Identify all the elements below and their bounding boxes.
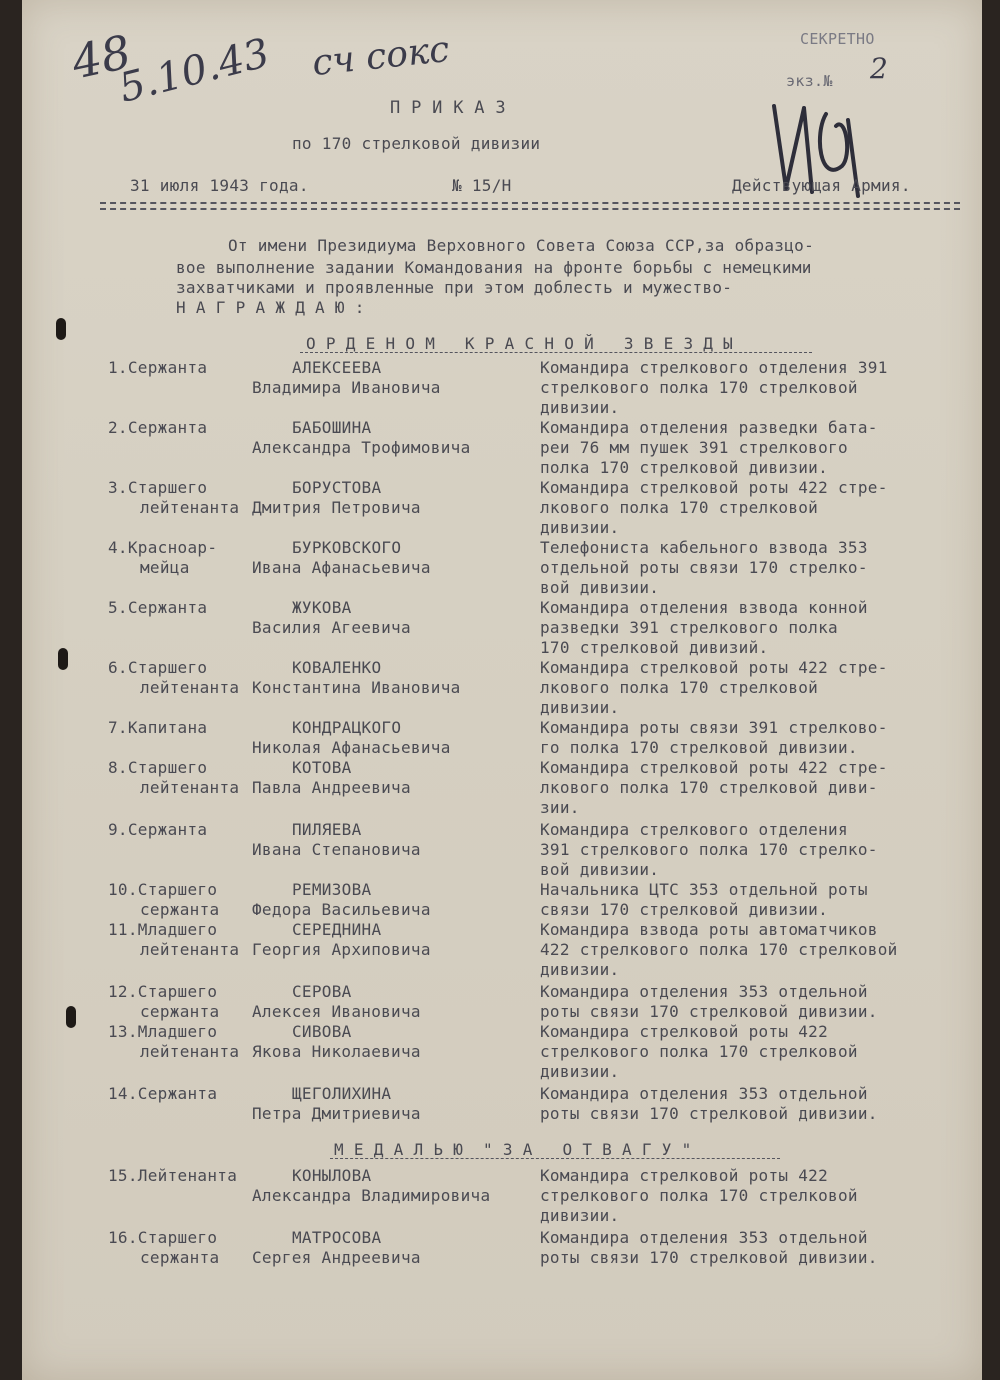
entry-name: Федора Васильевича xyxy=(252,900,431,919)
entry-rank-cont: лейтенанта xyxy=(140,678,240,697)
entry-name: Александра Трофимовича xyxy=(252,438,471,457)
handwritten-date: 5.10.43 xyxy=(114,30,274,112)
preamble-line: вое выполнение задании Командования на фронте борьбы с немецкими xyxy=(176,258,812,277)
entry-surname: КОВАЛЕНКО xyxy=(292,658,382,677)
entry-position: го полка 170 стрелковой дивизии. xyxy=(540,738,858,757)
entry-position: 422 стрелкового полка 170 стрелковой xyxy=(540,940,898,959)
entry-position: полка 170 стрелковой дивизии. xyxy=(540,458,829,477)
entry-surname: ПИЛЯЕВА xyxy=(292,820,362,839)
punch-hole xyxy=(56,318,66,340)
entry-position: реи 76 мм пушек 391 стрелкового xyxy=(540,438,848,457)
secret-stamp-copy: экз.№ xyxy=(786,72,833,90)
entry-surname: КОНДРАЦКОГО xyxy=(292,718,402,737)
entry-name: Владимира Ивановича xyxy=(252,378,441,397)
order-subtitle: по 170 стрелковой дивизии xyxy=(292,134,541,153)
entry-position: Командира роты связи 391 стрелково- xyxy=(540,718,888,737)
entry-rank: 6.Старшего xyxy=(108,658,208,677)
preamble-line: захватчиками и проявленные при этом доблесть и мужество- xyxy=(176,278,733,297)
entry-name: Якова Николаевича xyxy=(252,1042,421,1061)
entry-name: Александра Владимировича xyxy=(252,1186,491,1205)
entry-rank: 16.Старшего xyxy=(108,1228,218,1247)
section-underline xyxy=(300,352,812,353)
entry-rank: 14.Сержанта xyxy=(108,1084,218,1103)
section-heading-red-star: О Р Д Е Н О М К Р А С Н О Й З В Е З Д Ы xyxy=(306,334,734,353)
preamble-line: От имени Президиума Верховного Совета Союза ССР,за образцо- xyxy=(228,236,815,255)
entry-name: Ивана Степановича xyxy=(252,840,421,859)
entry-surname: СЕРЕДНИНА xyxy=(292,920,382,939)
order-place: Действующая Армия. xyxy=(732,176,911,195)
entry-position: лкового полка 170 стрелковой xyxy=(540,678,819,697)
entry-position: отдельной роты связи 170 стрелко- xyxy=(540,558,868,577)
entry-rank: 15.Лейтенанта xyxy=(108,1166,238,1185)
divider xyxy=(100,202,960,204)
entry-name: Сергея Андреевича xyxy=(252,1248,421,1267)
entry-position: связи 170 стрелковой дивизии. xyxy=(540,900,829,919)
secret-stamp-label: СЕКРЕТНО xyxy=(800,30,875,48)
entry-position: Командира стрелковой роты 422 стре- xyxy=(540,758,888,777)
entry-position: Начальника ЦТС 353 отдельной роты xyxy=(540,880,868,899)
entry-surname: КОНЫЛОВА xyxy=(292,1166,372,1185)
entry-rank: 2.Сержанта xyxy=(108,418,208,437)
entry-position: дивизии. xyxy=(540,1062,620,1081)
entry-position: роты связи 170 стрелковой дивизии. xyxy=(540,1104,878,1123)
entry-position: Командира стрелкового отделения 391 xyxy=(540,358,888,377)
punch-hole xyxy=(58,648,68,670)
entry-surname: КОТОВА xyxy=(292,758,352,777)
entry-rank: 7.Капитана xyxy=(108,718,208,737)
handwritten-number: 48 xyxy=(67,24,136,90)
entry-surname: БОРУСТОВА xyxy=(292,478,382,497)
entry-surname: ЖУКОВА xyxy=(292,598,352,617)
entry-position: разведки 391 стрелкового полка xyxy=(540,618,838,637)
handwritten-copy-number: 2 xyxy=(870,52,888,85)
entry-position: вой дивизии. xyxy=(540,578,660,597)
entry-position: дивизии. xyxy=(540,960,620,979)
entry-position: Командира отделения 353 отдельной xyxy=(540,982,868,1001)
entry-position: Командира отделения взвода конной xyxy=(540,598,868,617)
entry-name: Дмитрия Петровича xyxy=(252,498,421,517)
entry-rank-cont: сержанта xyxy=(140,1002,220,1021)
entry-position: Командира взвода роты автоматчиков xyxy=(540,920,878,939)
entry-surname: СИВОВА xyxy=(292,1022,352,1041)
order-number: № 15/Н xyxy=(452,176,512,195)
entry-rank: 3.Старшего xyxy=(108,478,208,497)
entry-rank: 10.Старшего xyxy=(108,880,218,899)
entry-position: 170 стрелковой дивизий. xyxy=(540,638,769,657)
entry-name: Алексея Ивановича xyxy=(252,1002,421,1021)
divider xyxy=(100,208,960,210)
entry-rank: 1.Сержанта xyxy=(108,358,208,377)
entry-position: лкового полка 170 стрелковой xyxy=(540,498,819,517)
entry-surname: ЩЕГОЛИХИНА xyxy=(292,1084,392,1103)
entry-rank-cont: лейтенанта xyxy=(140,940,240,959)
entry-surname: МАТРОСОВА xyxy=(292,1228,382,1247)
entry-position: роты связи 170 стрелковой дивизии. xyxy=(540,1002,878,1021)
handwritten-top-note: сч сокс xyxy=(310,28,452,85)
entry-position: Командира стрелковой роты 422 стре- xyxy=(540,658,888,677)
entry-rank: 13.Младшего xyxy=(108,1022,218,1041)
entry-position: Командира стрелкового отделения xyxy=(540,820,848,839)
entry-position: дивизии. xyxy=(540,518,620,537)
entry-surname: СЕРОВА xyxy=(292,982,352,1001)
order-title: П Р И К А З xyxy=(390,98,506,118)
entry-position: лкового полка 170 стрелковой диви- xyxy=(540,778,878,797)
entry-position: стрелкового полка 170 стрелковой xyxy=(540,1042,858,1061)
entry-name: Георгия Архиповича xyxy=(252,940,431,959)
entry-rank: 9.Сержанта xyxy=(108,820,208,839)
entry-name: Ивана Афанасьевича xyxy=(252,558,431,577)
entry-name: Константина Ивановича xyxy=(252,678,461,697)
entry-name: Петра Дмитриевича xyxy=(252,1104,421,1123)
entry-rank: 8.Старшего xyxy=(108,758,208,777)
entry-position: 391 стрелкового полка 170 стрелко- xyxy=(540,840,878,859)
entry-position: Телефониста кабельного взвода 353 xyxy=(540,538,868,557)
entry-position: дивизии. xyxy=(540,1206,620,1225)
entry-rank-cont: лейтенанта xyxy=(140,498,240,517)
entry-rank-cont: мейца xyxy=(140,558,190,577)
entry-rank-cont: сержанта xyxy=(140,900,220,919)
entry-surname: РЕМИЗОВА xyxy=(292,880,372,899)
section-heading-bravery-medal: М Е Д А Л Ь Ю " З А О Т В А Г У " xyxy=(334,1140,692,1159)
entry-position: Командира стрелковой роты 422 xyxy=(540,1166,829,1185)
entry-position: вой дивизии. xyxy=(540,860,660,879)
entry-position: зии. xyxy=(540,798,580,817)
order-date: 31 июля 1943 года. xyxy=(130,176,309,195)
entry-position: Командира отделения 353 отдельной xyxy=(540,1228,868,1247)
entry-rank: 4.Красноар- xyxy=(108,538,218,557)
entry-rank: 11.Младшего xyxy=(108,920,218,939)
entry-surname: БАБОШИНА xyxy=(292,418,372,437)
entry-name: Василия Агеевича xyxy=(252,618,411,637)
entry-rank: 5.Сержанта xyxy=(108,598,208,617)
section-underline xyxy=(330,1158,780,1159)
entry-rank-cont: сержанта xyxy=(140,1248,220,1267)
entry-rank: 12.Старшего xyxy=(108,982,218,1001)
entry-rank-cont: лейтенанта xyxy=(140,778,240,797)
entry-surname: БУРКОВСКОГО xyxy=(292,538,402,557)
entry-position: дивизии. xyxy=(540,698,620,717)
entry-position: дивизии. xyxy=(540,398,620,417)
entry-rank-cont: лейтенанта xyxy=(140,1042,240,1061)
entry-position: роты связи 170 стрелковой дивизии. xyxy=(540,1248,878,1267)
entry-position: Командира стрелковой роты 422 xyxy=(540,1022,829,1041)
entry-surname: АЛЕКСЕЕВА xyxy=(292,358,382,377)
preamble-award: Н А Г Р А Ж Д А Ю : xyxy=(176,298,365,317)
entry-position: стрелкового полка 170 стрелковой xyxy=(540,378,858,397)
entry-position: стрелкового полка 170 стрелковой xyxy=(540,1186,858,1205)
entry-position: Командира отделения разведки бата- xyxy=(540,418,878,437)
entry-name: Николая Афанасьевича xyxy=(252,738,451,757)
entry-position: Командира стрелковой роты 422 стре- xyxy=(540,478,888,497)
punch-hole xyxy=(66,1006,76,1028)
entry-name: Павла Андреевича xyxy=(252,778,411,797)
entry-position: Командира отделения 353 отдельной xyxy=(540,1084,868,1103)
